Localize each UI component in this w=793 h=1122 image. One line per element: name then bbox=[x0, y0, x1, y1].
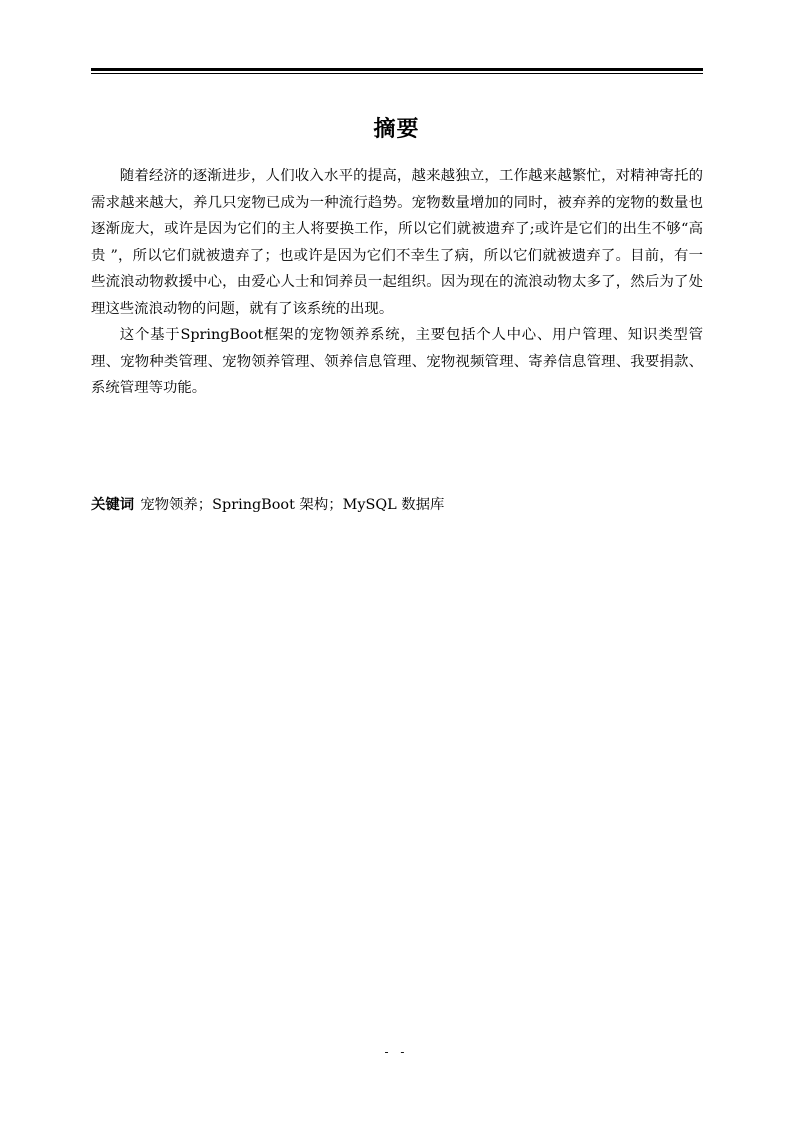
keywords-label: 关键词 bbox=[91, 497, 135, 513]
keywords-text: 宠物领养；SpringBoot 架构；MySQL 数据库 bbox=[140, 497, 445, 513]
header-rule-thin bbox=[91, 73, 703, 74]
abstract-title: 摘要 bbox=[373, 117, 420, 142]
header-rule-thick bbox=[91, 68, 703, 71]
page-number: - - bbox=[384, 1045, 409, 1059]
abstract-paragraph-2: 这个基于SpringBoot框架的宠物领养系统，主要包括个人中心、用户管理、知识类型管理、宠物种类管理、宠物领养管理、领养信息管理、宠物视频管理、寄养信息管理、我要捐款、系统管理等功能。 bbox=[91, 327, 703, 396]
keywords-line bbox=[91, 492, 703, 518]
abstract-paragraph-1: 随着经济的逐渐进步，人们收入水平的提高，越来越独立，工作越来越繁忙，对精神寄托的需求越来越大，养几只宠物已成为一种流行趋势。宠物数量增加的同时，被弃养的宠物的数量也逐渐庞大，或许是因为它们的主人将要换工作，所以它们就被遗弃了;或许是它们的出生不够“高贵 ”，所以它们就被遗弃了；也或许是因为它们不幸生了病，所以它们就被遗弃了。目前，有一些流浪动物救援中心，由爱心人士和饲养员一起组织。因为现在的流浪动物太多了，然后为了处理这些流浪动物的问题，就有了该系统的出现。 bbox=[91, 168, 703, 317]
abstract-body bbox=[91, 163, 703, 402]
